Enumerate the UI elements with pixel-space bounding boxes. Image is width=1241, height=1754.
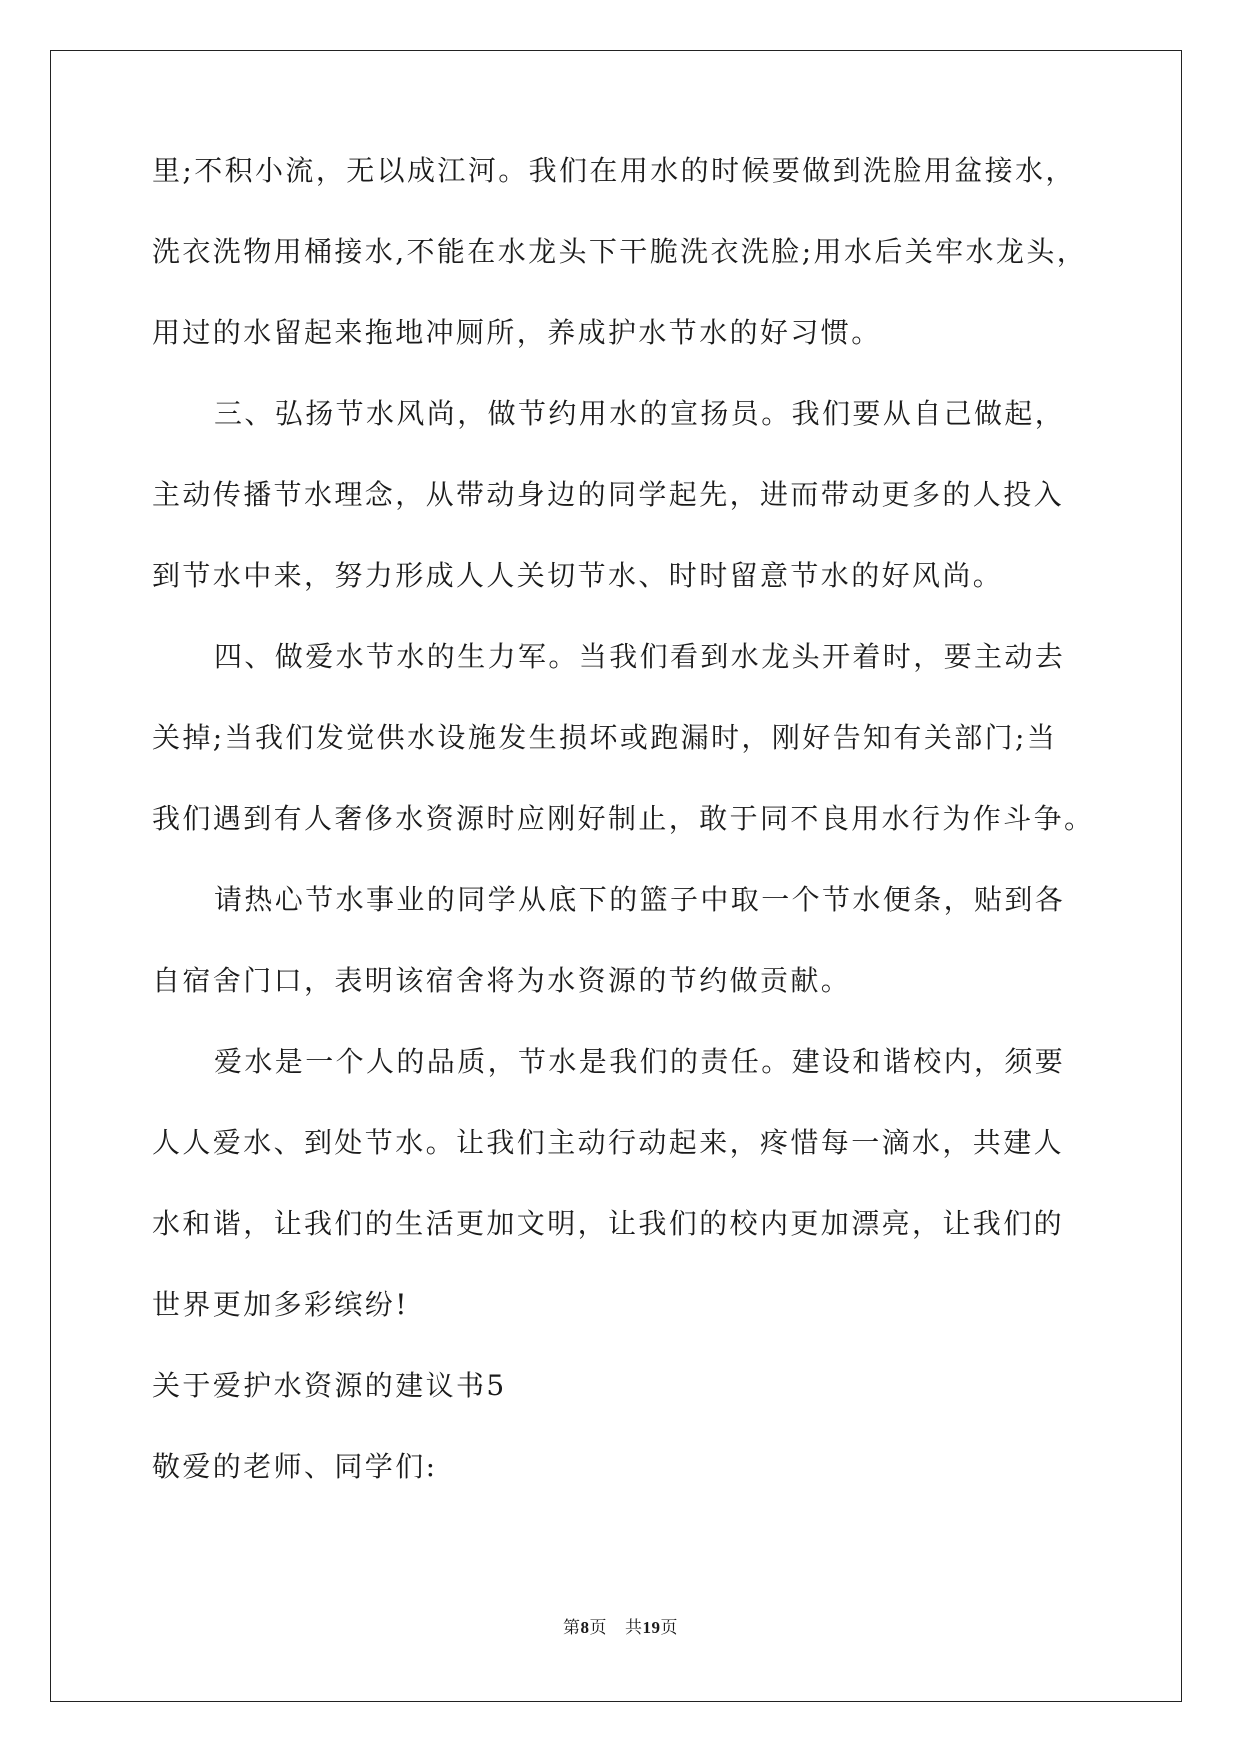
text-line: 用过的水留起来拖地冲厕所，养成护水节水的好习惯。 (152, 316, 882, 349)
paragraph-start-line: 三、弘扬节水风尚，做节约用水的宣扬员。我们要从自己做起， (214, 397, 1066, 430)
text-line: 主动传播节水理念，从带动身边的同学起先，进而带动更多的人投入 (152, 478, 1065, 511)
total-suffix: 页 (660, 1618, 678, 1638)
paragraph-start-line: 爱水是一个人的品质，节水是我们的责任。建设和谐校内，须要 (214, 1045, 1066, 1078)
page-number: 8 (580, 1618, 590, 1637)
text-line: 水和谐，让我们的生活更加文明，让我们的校内更加漂亮，让我们的 (152, 1207, 1065, 1240)
paragraph-start-line: 请热心节水事业的同学从底下的篮子中取一个节水便条，贴到各 (214, 883, 1066, 916)
total-prefix: 共 (625, 1618, 643, 1638)
paragraph-start-line: 四、做爱水节水的生力军。当我们看到水龙头开着时，要主动去 (214, 640, 1066, 673)
text-line: 自宿舍门口，表明该宿舍将为水资源的节约做贡献。 (152, 964, 852, 997)
page-suffix: 页 (589, 1618, 607, 1638)
document-body (152, 155, 1112, 1532)
section-title: 关于爱护水资源的建议书5 (152, 1369, 507, 1402)
salutation: 敬爱的老师、同学们: (152, 1450, 438, 1483)
text-line: 洗衣洗物用桶接水,不能在水龙头下干脆洗衣洗脸;用水后关牢水龙头， (152, 235, 1088, 268)
total-pages: 19 (642, 1618, 661, 1637)
text-line: 我们遇到有人奢侈水资源时应刚好制止，敢于同不良用水行为作斗争。 (152, 802, 1095, 835)
text-line: 世界更加多彩缤纷! (152, 1288, 409, 1321)
text-line: 到节水中来，努力形成人人关切节水、时时留意节水的好风尚。 (152, 559, 1004, 592)
text-line: 人人爱水、到处节水。让我们主动行动起来，疼惜每一滴水，共建人 (152, 1126, 1065, 1159)
text-line: 里;不积小流，无以成江河。我们在用水的时候要做到洗脸用盆接水， (152, 154, 1076, 187)
text-line: 关掉;当我们发觉供水设施发生损坏或跑漏时，刚好告知有关部门;当 (152, 721, 1058, 754)
page-footer (0, 1618, 1241, 1638)
page-prefix: 第 (563, 1618, 581, 1638)
